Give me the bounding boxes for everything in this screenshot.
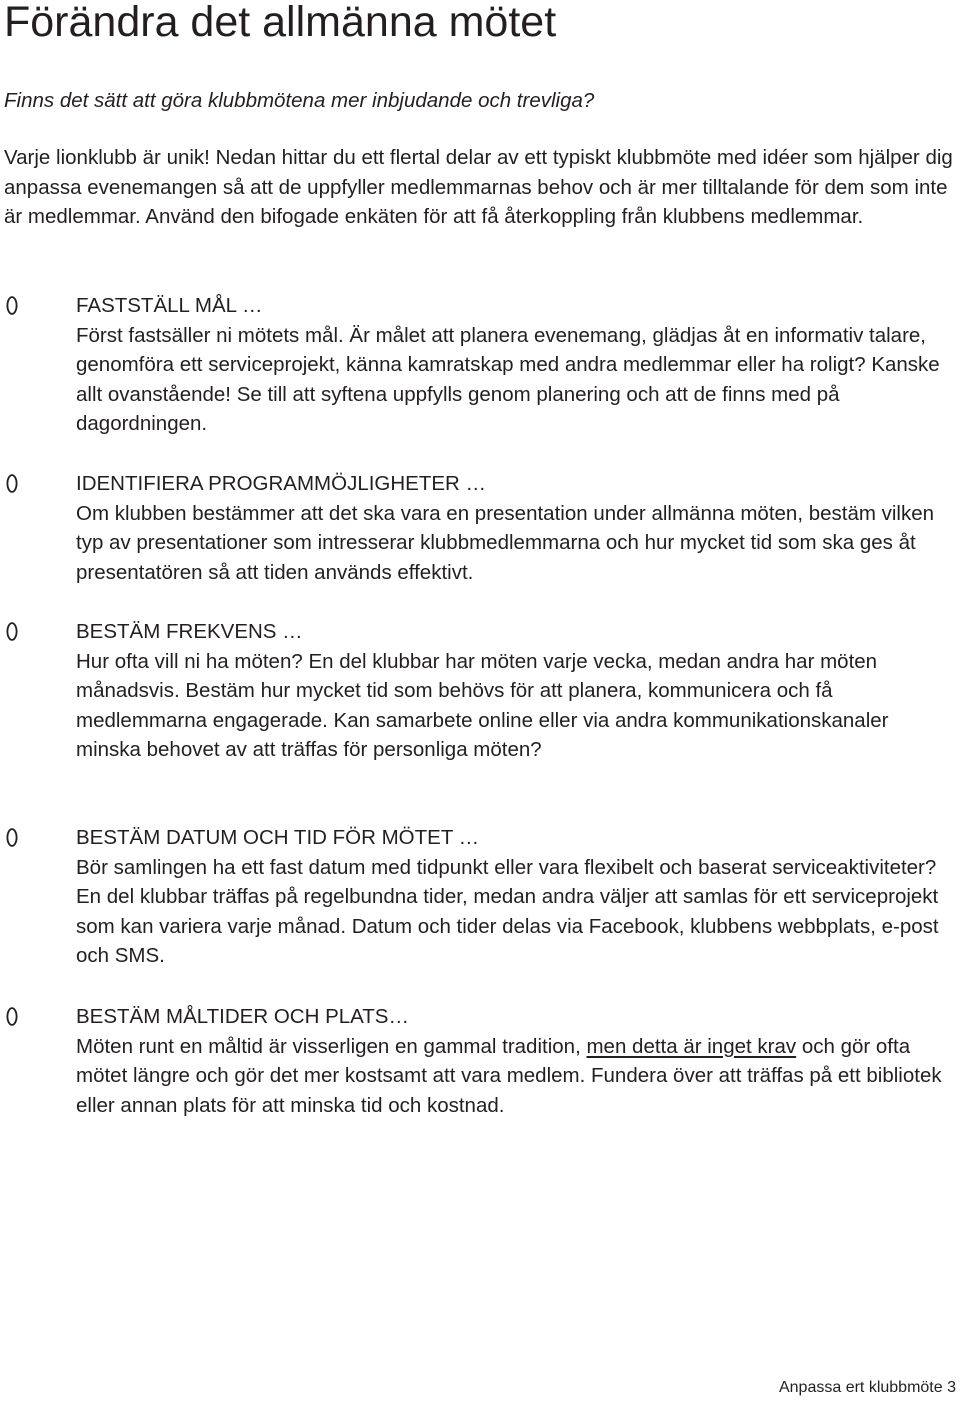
section-heading: FASTSTÄLL MÅL …	[76, 294, 263, 317]
open-circle-icon	[6, 295, 18, 316]
open-circle-icon	[6, 621, 18, 642]
section-body: Bör samlingen ha ett fast datum med tidpunkt eller vara flexibelt och baserat serviceaktiviteter? En del klubbar träffas på regelbundna tider, medan andra väljer att samlas för ett serviceprojekt som kan variera varje månad. Datum och tider delas via Facebook, klubbens webbplats, e-post och SMS.	[76, 855, 939, 967]
section-body: Först fastsäller ni mötets mål. Är målet att planera evenemang, glädjas åt en informativ talare, genomföra ett serviceprojekt, känna kamratskap med andra medlemmar eller ha roligt? Kanske allt ovanstående! Se till att syftena uppfylls genom planering och att de finns med på dagordningen.	[76, 323, 940, 435]
open-circle-icon	[6, 1006, 18, 1027]
body-text: Möten runt en måltid är visserligen en gammal tradition,	[76, 1034, 587, 1058]
section-body: Hur ofta vill ni ha möten? En del klubbar har möten varje vecka, medan andra har möten månadsvis. Bestäm hur mycket tid som behövs för att planera, kommunicera och få medlemmarna engagerade. Kan samarbete online eller via andra kommunikationskanaler minska behovet av att träffas för personliga möten?	[76, 649, 889, 761]
section-heading: IDENTIFIERA PROGRAMMÖJLIGHETER …	[76, 472, 487, 495]
page-footer	[779, 1378, 956, 1398]
underlined-emphasis: men detta är inget krav	[586, 1034, 797, 1058]
open-circle-icon	[6, 473, 18, 494]
footer-text: Anpassa ert klubbmöte	[778, 1379, 943, 1396]
section-heading: BESTÄM DATUM OCH TID FÖR MÖTET …	[76, 826, 480, 849]
intro-paragraph: Varje lionklubb är unik! Nedan hittar du ett flertal delar av ett typiskt klubbmöte med idéer som hjälper dig anpassa evenemangen så att de uppfyller medlemmarnas behov och är mer tilltalande för dem som inte är medlemmar. Använd den bifogade enkäten för att få återkoppling från klubbens medlemmar.	[4, 146, 953, 228]
page-number: 3	[947, 1379, 956, 1396]
section-heading: BESTÄM MÅLTIDER OCH PLATS…	[76, 1005, 409, 1028]
page-title: Förändra det allmänna mötet	[4, 0, 557, 46]
section-heading: BESTÄM FREKVENS …	[76, 620, 303, 643]
subtitle: Finns det sätt att göra klubbmötena mer inbjudande och trevliga?	[4, 89, 595, 112]
section-body: Om klubben bestämmer att det ska vara en presentation under allmänna möten, bestäm vilken typ av presentationer som intresserar klubbmedlemmarna och hur mycket tid som ska ges åt presentatören så att tiden används effektivt.	[76, 501, 935, 584]
body-text: och gör ofta mötet längre och gör det mer kostsamt att vara medlem. Fundera över att träffas på ett bibliotek eller annan plats för att minska tid och kostnad.	[76, 1034, 942, 1117]
open-circle-icon	[6, 827, 18, 848]
section-body	[76, 1032, 956, 1121]
